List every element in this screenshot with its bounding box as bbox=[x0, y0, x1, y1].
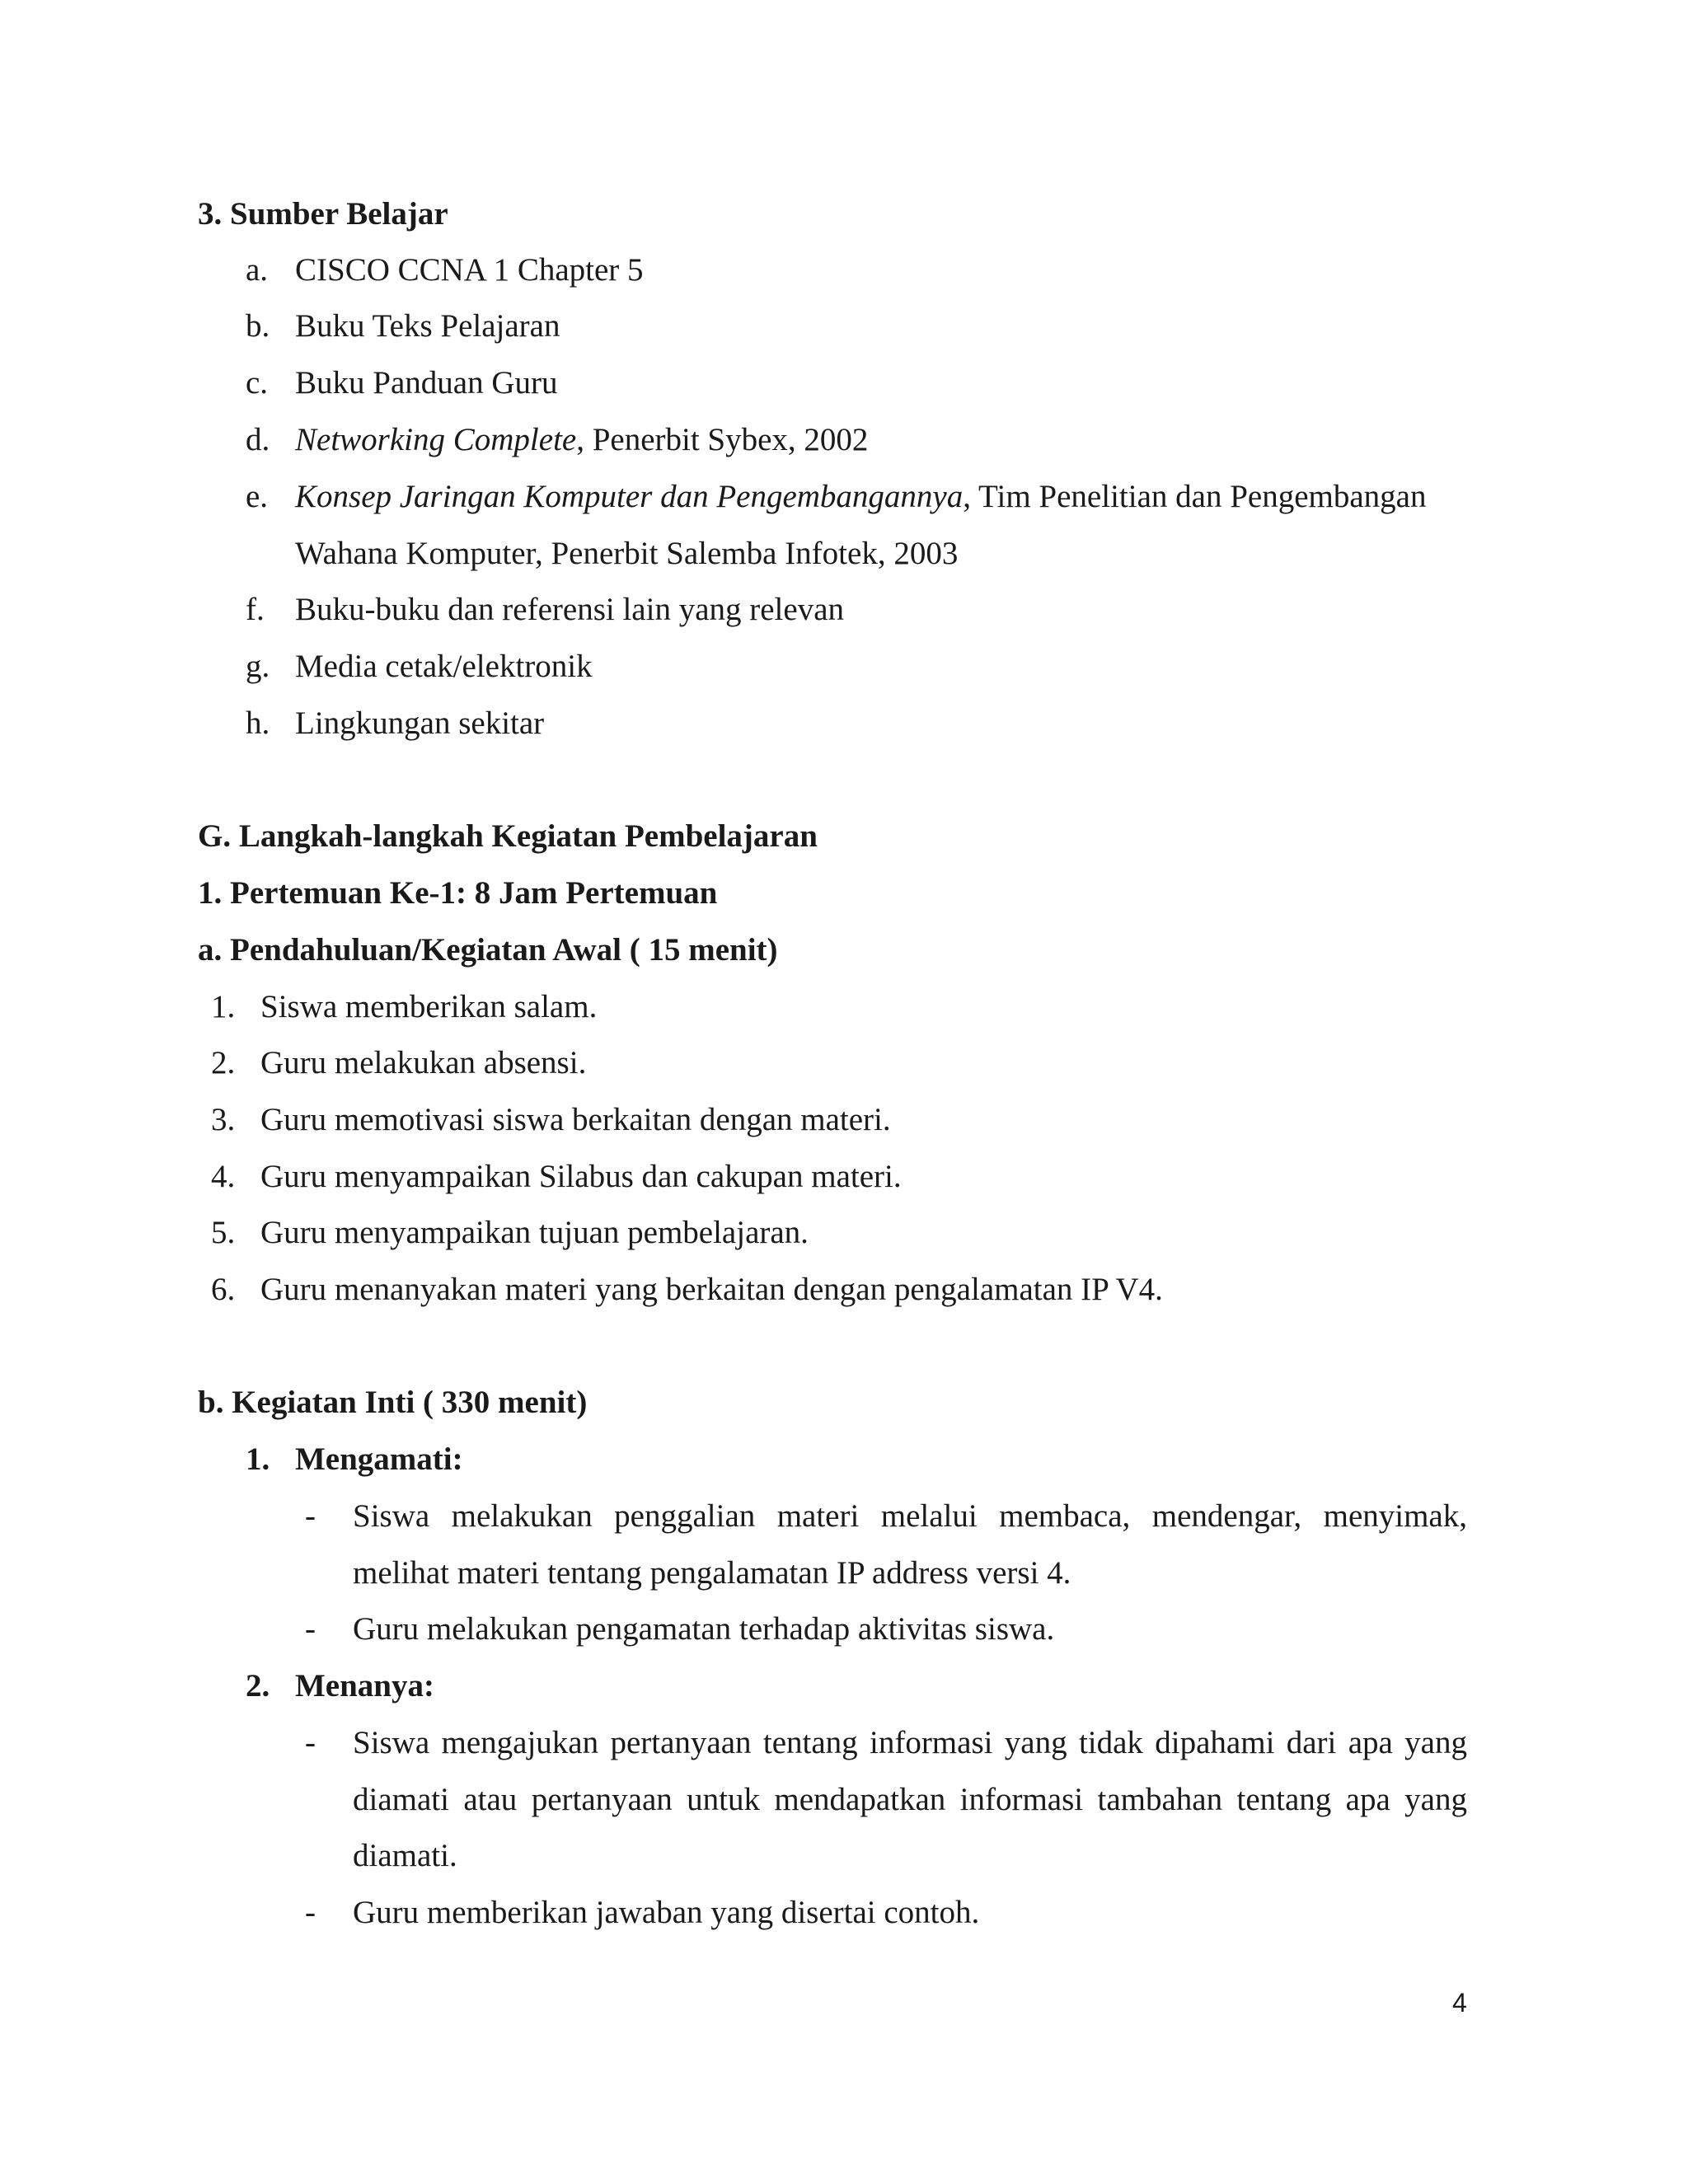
list-item: Guru melakukan pengamatan terhadap aktivitas siswa. bbox=[353, 1611, 1055, 1647]
list-item: Siswa melakukan penggalian materi melalui membaca, mendengar, menyimak, bbox=[353, 1498, 1467, 1534]
list-item bbox=[295, 420, 868, 460]
list-item: Guru menyampaikan tujuan pembelajaran. bbox=[260, 1215, 809, 1250]
mengamati-heading: Mengamati: bbox=[295, 1441, 463, 1477]
list-item-continuation: Wahana Komputer, Penerbit Salemba Infotek, 2003 bbox=[295, 536, 959, 571]
dash-bullet: - bbox=[305, 1498, 316, 1534]
list-marker: e. bbox=[246, 479, 269, 514]
book-title: Networking Complete bbox=[295, 422, 577, 457]
section-heading-sumber-belajar: 3. Sumber Belajar bbox=[198, 196, 448, 232]
list-item: Siswa memberikan salam. bbox=[260, 989, 598, 1024]
kegiatan-inti-heading: b. Kegiatan Inti ( 330 menit) bbox=[198, 1385, 588, 1420]
list-marker: b. bbox=[246, 308, 270, 344]
list-marker: g. bbox=[246, 649, 270, 684]
list-marker: 1. bbox=[246, 1441, 270, 1477]
list-marker: a. bbox=[246, 252, 269, 288]
list-marker: 6. bbox=[211, 1272, 236, 1307]
book-title: Konsep Jaringan Komputer dan Pengembangannya bbox=[295, 479, 964, 514]
list-marker: 5. bbox=[211, 1215, 236, 1250]
book-publisher: , Tim Penelitian dan Pengembangan bbox=[963, 479, 1427, 514]
book-publisher: , Penerbit Sybex, 2002 bbox=[576, 422, 869, 457]
list-marker: f. bbox=[246, 592, 265, 627]
list-item: Media cetak/elektronik bbox=[295, 649, 593, 684]
list-marker: h. bbox=[246, 705, 270, 741]
list-marker: 3. bbox=[211, 1102, 236, 1137]
list-item: Guru memotivasi siswa berkaitan dengan materi. bbox=[260, 1102, 891, 1137]
list-marker: 1. bbox=[211, 989, 236, 1024]
list-marker: 4. bbox=[211, 1159, 236, 1194]
dash-bullet: - bbox=[305, 1895, 316, 1930]
list-item: CISCO CCNA 1 Chapter 5 bbox=[295, 252, 644, 288]
list-item: Lingkungan sekitar bbox=[295, 705, 545, 741]
list-item: Guru menanyakan materi yang berkaitan dengan pengalamatan IP V4. bbox=[260, 1272, 1163, 1307]
section-heading-langkah: G. Langkah-langkah Kegiatan Pembelajaran bbox=[198, 818, 818, 854]
list-marker: 2. bbox=[246, 1668, 270, 1704]
page-number: 4 bbox=[1452, 1988, 1467, 2018]
list-marker: d. bbox=[246, 422, 270, 457]
menanya-heading: Menanya: bbox=[295, 1668, 434, 1704]
list-item-continuation: diamati atau pertanyaan untuk mendapatkan informasi tambahan tentang apa yang bbox=[353, 1782, 1467, 1817]
list-item: Siswa mengajukan pertanyaan tentang informasi yang tidak dipahami dari apa yang bbox=[353, 1725, 1467, 1760]
dash-bullet: - bbox=[305, 1725, 316, 1760]
dash-bullet: - bbox=[305, 1611, 316, 1647]
list-item bbox=[295, 477, 1426, 517]
pertemuan-heading: 1. Pertemuan Ke-1: 8 Jam Pertemuan bbox=[198, 875, 718, 911]
list-item: Guru melakukan absensi. bbox=[260, 1045, 587, 1080]
list-item: Buku-buku dan referensi lain yang relevan bbox=[295, 592, 845, 627]
list-item-continuation: melihat materi tentang pengalamatan IP address versi 4. bbox=[353, 1555, 1071, 1591]
list-item: Guru memberikan jawaban yang disertai contoh. bbox=[353, 1895, 980, 1930]
list-item: Guru menyampaikan Silabus dan cakupan materi. bbox=[260, 1159, 902, 1194]
list-item-continuation: diamati. bbox=[353, 1838, 457, 1873]
list-item: Buku Teks Pelajaran bbox=[295, 308, 560, 344]
pendahuluan-heading: a. Pendahuluan/Kegiatan Awal ( 15 menit) bbox=[198, 932, 778, 968]
list-marker: c. bbox=[246, 365, 269, 401]
list-marker: 2. bbox=[211, 1045, 236, 1080]
list-item: Buku Panduan Guru bbox=[295, 365, 558, 401]
